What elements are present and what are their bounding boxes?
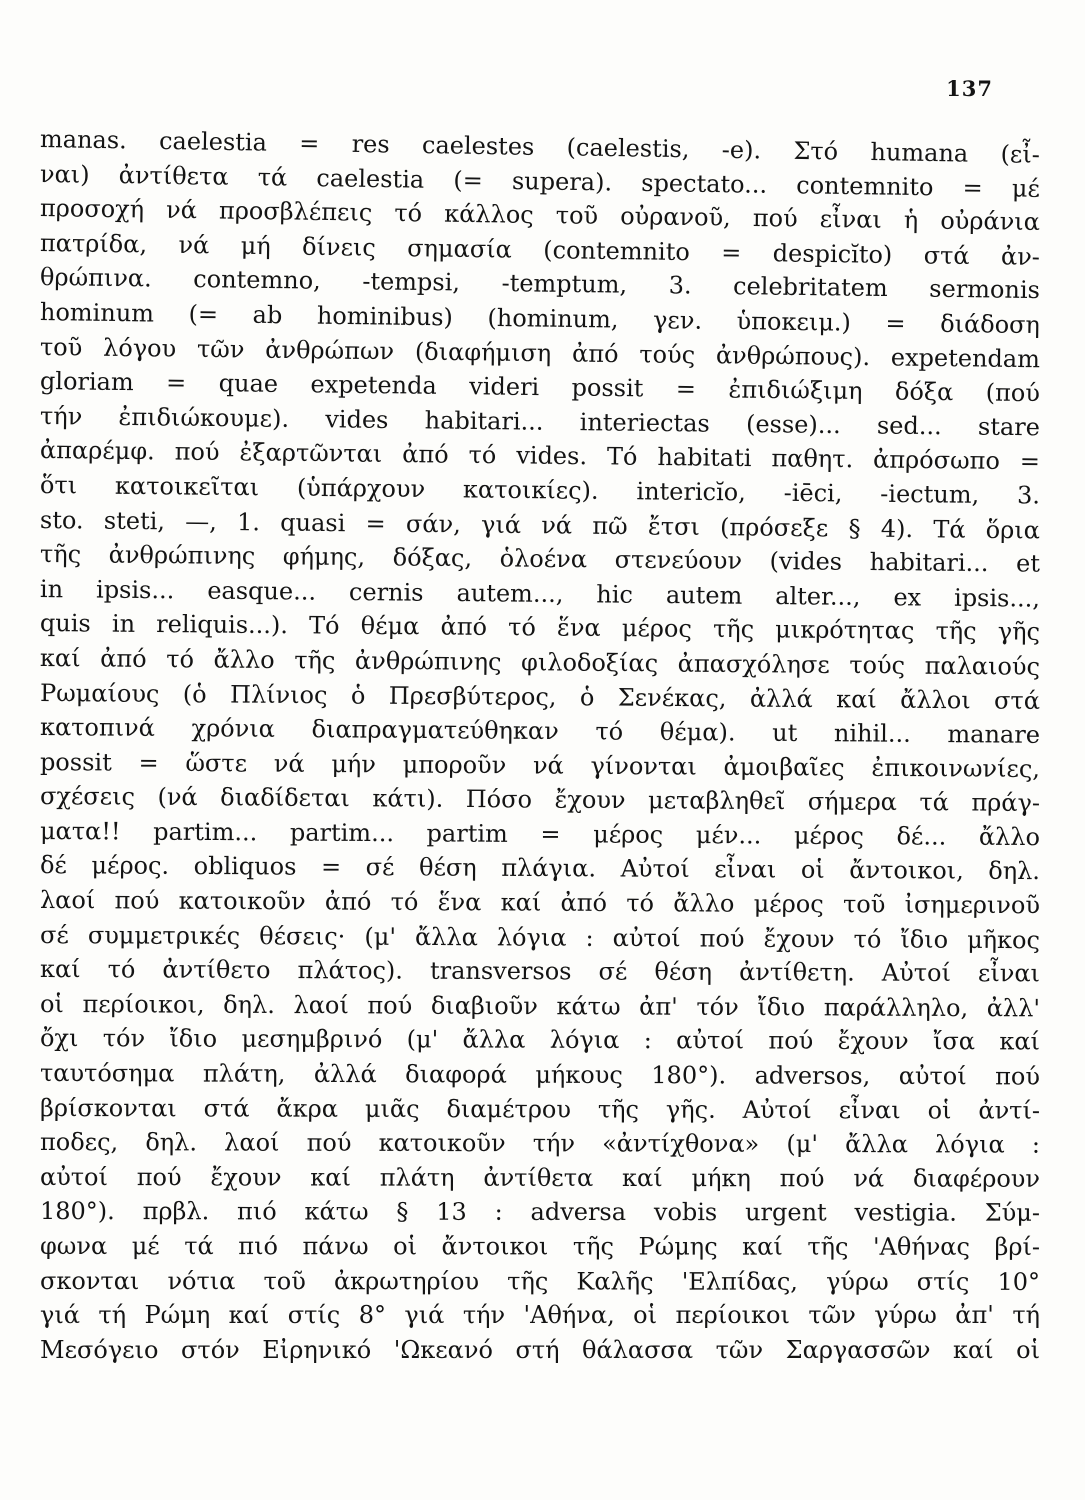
text-line: sto. steti, —, 1. quasi = σάν, γιά νά πῶ ἔτσι (πρόσεξε § 4). Τά ὅρια — [39, 505, 1041, 545]
body-text — [40, 122, 1040, 1367]
text-line: σχέσεις (νά διαδίδεται κάτι). Πόσο ἔχουν μεταβληθεῖ σήμερα τά πράγ- — [39, 782, 1041, 818]
text-line: θρώπινα. contemno, -tempsi, -temptum, 3. celebritatem sermonis — [39, 263, 1041, 305]
text-line: manas. caelestia = res caelestes (caelestis, -e). Στό humana (εἶ- — [39, 125, 1041, 169]
text-line: ματα!! partim... partim... partim = μέρος μέν... μέρος δέ... ἄλλο — [39, 816, 1041, 851]
text-line: γιά τή Ρώμη καί στίς 8° γιά τήν 'Αθήνα, οἱ περίοικοι τῶν γύρω ἀπ' τή — [40, 1301, 1040, 1330]
text-line: βρίσκονται στά ἄκρα μιᾶς διαμέτρου τῆς γῆς. Αὐτοί εἶναι οἱ ἀντί- — [39, 1093, 1041, 1125]
text-line: σκονται νότια τοῦ ἀκρωτηρίου τῆς Καλῆς 'Ελπίδας, γύρω στίς 10° — [39, 1266, 1041, 1296]
text-line: ταυτόσημα πλάτη, ἀλλά διαφορά μήκους 180°). adversos, αὐτοί πού — [39, 1059, 1041, 1091]
text-line: in ipsis... easque... cernis autem..., hic autem alter..., ex ipsis..., — [39, 574, 1041, 613]
text-line: δέ μέρος. obliquos = σέ θέση πλάγια. Αὐτοί εἶναι οἱ ἄντοικοι, δηλ. — [39, 851, 1041, 886]
text-line: ποδες, δηλ. λαοί πού κατοικοῦν τήν «ἀντίχθονα» (μ' ἄλλα λόγια : — [39, 1128, 1041, 1159]
text-line: τήν ἐπιδιώκουμε). vides habitari... interiectas (esse)... sed... stare — [39, 401, 1041, 442]
text-line: hominum (= ab hominibus) (hominum, γεν. ὑποκειμ.) = διάδοση — [39, 297, 1041, 340]
text-line: Μεσόγειο στόν Εἰρηνικό 'Ωκεανό στή θάλασσα τῶν Σαργασσῶν καί οἱ — [40, 1335, 1040, 1364]
text-line: ὅτι κατοικεῖται (ὑπάρχουν κατοικίες). intericĭo, -iēci, -iectum, 3. — [39, 470, 1041, 510]
text-line: σέ συμμετρικές θέσεις· (μ' ἄλλα λόγια : αὐτοί πού ἔχουν τό ἴδιο μῆκος — [39, 920, 1041, 954]
text-line: ναι) ἀντίθετα τά caelestia (= supera). spectato... contemnito = μέ — [39, 159, 1041, 203]
text-line: λαοί πού κατοικοῦν ἀπό τό ἕνα καί ἀπό τό ἄλλο μέρος τοῦ ἰσημερινοῦ — [39, 886, 1041, 920]
text-line: gloriam = quae expetenda videri possit = ἐπιδιώξιμη δόξα (πού — [39, 367, 1041, 408]
text-line: τοῦ λόγου τῶν ἀνθρώπων (διαφήμιση ἀπό τούς ἀνθρώπους). expetendam — [39, 332, 1041, 373]
text-line: αὐτοί πού ἔχουν καί πλάτη ἀντίθετα καί μήκη πού νά διαφέρουν — [39, 1162, 1041, 1193]
text-line: οἱ περίοικοι, δηλ. λαοί πού διαβιοῦν κάτω ἀπ' τόν ἴδιο παράλληλο, ἀλλ' — [39, 989, 1041, 1023]
text-line: προσοχή νά προσβλέπεις τό κάλλος τοῦ οὐρανοῦ, πού εἶναι ἡ οὐράνια — [39, 194, 1041, 237]
text-line: possit = ὥστε νά μήν μποροῦν νά γίνονται ἀμοιβαῖες ἐπικοινωνίες, — [39, 747, 1041, 783]
text-line: 180°). πρβλ. πιό κάτω § 13 : adversa vobis urgent vestigia. Σύμ- — [39, 1197, 1041, 1228]
text-line: τῆς ἀνθρώπινης φήμης, δόξας, ὁλοένα στενεύουν (vides habitari... et — [39, 540, 1041, 578]
text-line: πατρίδα, νά μή δίνεις σημασία (contemnito = despicĭto) στά ἀν- — [39, 228, 1041, 271]
page-number: 137 — [946, 76, 993, 101]
text-line: κατοπινά χρόνια διαπραγματεύθηκαν τό θέμα). ut nihil... manare — [39, 713, 1041, 749]
text-line: ἀπαρέμφ. πού ἐξαρτῶνται ἀπό τό vides. Τό habitati παθητ. ἀπρόσωπο = — [39, 436, 1041, 476]
text-line: καί ἀπό τό ἄλλο τῆς ἀνθρώπινης φιλοδοξίας ἀπασχόλησε τούς παλαιούς — [39, 643, 1041, 681]
text-line: φωνα μέ τά πιό πάνω οἱ ἄντοικοι τῆς Ρώμης καί τῆς 'Αθήνας βρί- — [39, 1232, 1041, 1261]
text-line: quis in reliquis...). Τό θέμα ἀπό τό ἕνα μέρος τῆς μικρότητας τῆς γῆς — [39, 609, 1041, 647]
text-line: Ρωμαίους (ὁ Πλίνιος ὁ Πρεσβύτερος, ὁ Σενέκας, ἀλλά καί ἄλλοι στά — [39, 678, 1041, 715]
text-line: ὄχι τόν ἴδιο μεσημβρινό (μ' ἄλλα λόγια : αὐτοί πού ἔχουν ἴσα καί — [39, 1024, 1041, 1056]
text-line: καί τό ἀντίθετο πλάτος). transversos σέ θέση ἀντίθετη. Αὐτοί εἶναι — [39, 955, 1041, 988]
